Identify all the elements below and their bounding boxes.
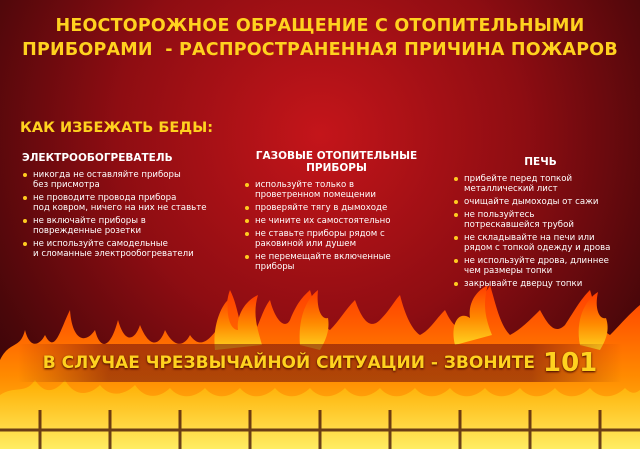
tips-list: [244, 180, 429, 272]
section-heading: КАК ИЗБЕЖАТЬ БЕДЫ:: [20, 120, 214, 136]
tip-item: не складывайте на печи или рядом с топкой одежду и дрова: [453, 233, 628, 253]
tip-item: не чините их самостоятельно: [244, 216, 429, 226]
tip-item: не перемещайте включенные приборы: [244, 252, 429, 272]
tip-item: прибейте перед топкой металлический лист: [453, 174, 628, 194]
tip-item: используйте только в проветренном помещении: [244, 180, 429, 200]
tip-item: не включайте приборы в поврежденные розетки: [22, 216, 232, 236]
tip-item: не используйте самодельные и сломанные электрообогреватели: [22, 239, 232, 259]
tip-item: не пользуйтесь потрескавшейся трубой: [453, 210, 628, 230]
column-electric-heater: [22, 152, 232, 262]
tips-list: [22, 170, 232, 259]
emergency-text: В СЛУЧАЕ ЧРЕЗВЫЧАЙНОЙ СИТУАЦИИ - ЗВОНИТЕ: [42, 353, 535, 373]
tip-item: не ставьте приборы рядом с раковиной или душем: [244, 229, 429, 249]
tip-item: не проводите провода прибора под ковром, ничего на них не ставьте: [22, 193, 232, 213]
headline-line-1: НЕОСТОРОЖНОЕ ОБРАЩЕНИЕ С ОТОПИТЕЛЬНЫМИ: [55, 16, 585, 36]
headline-line-2: ПРИБОРАМИ - РАСПРОСТРАНЕННАЯ ПРИЧИНА ПОЖАРОВ: [22, 40, 618, 60]
tip-item: никогда не оставляйте приборы без присмотра: [22, 170, 232, 190]
emergency-banner: [18, 344, 622, 382]
column-stove: [453, 152, 628, 292]
tip-item: не используйте дрова, длиннее чем размеры топки: [453, 256, 628, 276]
column-title: ГАЗОВЫЕ ОТОПИТЕЛЬНЫЕ ПРИБОРЫ: [255, 150, 418, 174]
column-title: ЭЛЕКТРООБОГРЕВАТЕЛЬ: [22, 152, 173, 164]
poster-headline: [20, 14, 620, 62]
emergency-number: 101: [542, 348, 598, 378]
tip-item: закрывайте дверцу топки: [453, 279, 628, 289]
column-title: ПЕЧЬ: [524, 156, 557, 168]
tip-item: проверяйте тягу в дымоходе: [244, 203, 429, 213]
tips-list: [453, 174, 628, 289]
tip-item: очищайте дымоходы от сажи: [453, 197, 628, 207]
column-gas-heaters: [244, 152, 429, 275]
